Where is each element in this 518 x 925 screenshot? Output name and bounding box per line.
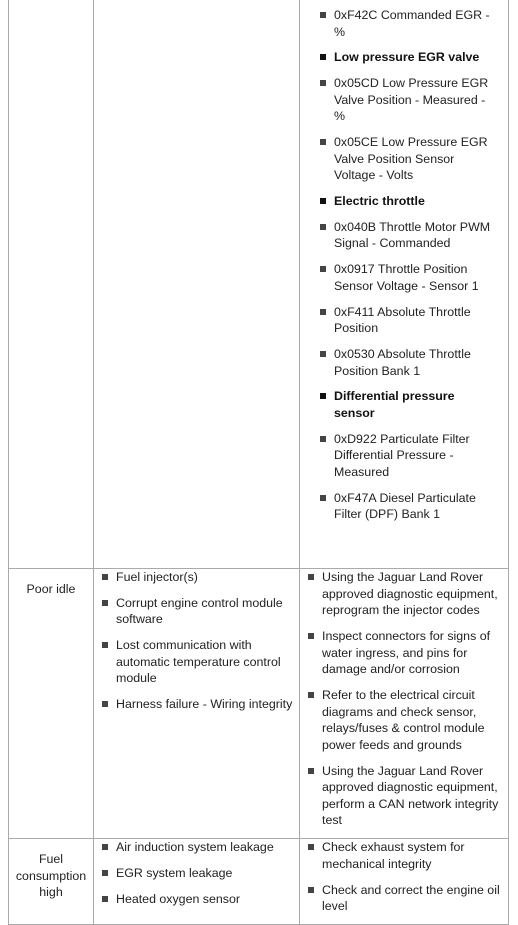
causes-cell: [94, 839, 300, 925]
list-item: Check and correct the engine oil level: [300, 882, 508, 915]
section-heading: Low pressure EGR valve: [314, 49, 498, 66]
list-item: Air induction system leakage: [94, 839, 299, 856]
condition-cell: Fuel consumption high: [9, 839, 94, 925]
list-item: 0x040B Throttle Motor PWM Signal - Commanded: [314, 219, 498, 252]
list-item: 0x05CE Low Pressure EGR Valve Position Sensor Voltage - Volts: [314, 134, 498, 184]
list-item: Fuel injector(s): [94, 569, 299, 586]
actions-list: [314, 7, 498, 523]
list-item: Lost communication with automatic temperature control module: [94, 637, 299, 687]
symptom-chart-table: [8, 0, 509, 925]
list-item: 0x0530 Absolute Throttle Position Bank 1: [314, 346, 498, 379]
list-item: EGR system leakage: [94, 865, 299, 882]
section-heading: Electric throttle: [314, 193, 498, 210]
list-item: Check exhaust system for mechanical integrity: [300, 839, 508, 872]
table-row: [9, 0, 509, 569]
list-item: Corrupt engine control module software: [94, 595, 299, 628]
list-item: 0xF411 Absolute Throttle Position: [314, 304, 498, 337]
list-item: Inspect connectors for signs of water ingress, and pins for damage and/or corrosion: [300, 628, 508, 678]
condition-cell: [9, 0, 94, 569]
list-item: 0x0917 Throttle Position Sensor Voltage - Sensor 1: [314, 261, 498, 294]
causes-cell: [94, 0, 300, 569]
list-item: 0xF42C Commanded EGR - %: [314, 7, 498, 40]
list-item: Heated oxygen sensor: [94, 891, 299, 908]
causes-list: [94, 839, 299, 907]
causes-cell: [94, 569, 300, 839]
causes-list: [94, 569, 299, 713]
table-row: [9, 569, 509, 839]
list-item: Refer to the electrical circuit diagrams and check sensor, relays/fuses & control module power feeds and grounds: [300, 687, 508, 753]
list-item: Using the Jaguar Land Rover approved diagnostic equipment, reprogram the injector codes: [300, 569, 508, 619]
list-item: Using the Jaguar Land Rover approved diagnostic equipment, perform a CAN network integrity test: [300, 763, 508, 829]
condition-cell: Poor idle: [9, 569, 94, 839]
table-row: [9, 839, 509, 925]
actions-list: [300, 569, 508, 829]
actions-cell: [300, 0, 509, 569]
list-item: 0xD922 Particulate Filter Differential Pressure - Measured: [314, 431, 498, 481]
list-item: 0x05CD Low Pressure EGR Valve Position - Measured - %: [314, 75, 498, 125]
section-heading: Differential pressure sensor: [314, 388, 498, 421]
actions-cell: [300, 839, 509, 925]
actions-cell: [300, 569, 509, 839]
list-item: Harness failure - Wiring integrity: [94, 696, 299, 713]
actions-list: [300, 839, 508, 915]
list-item: 0xF47A Diesel Particulate Filter (DPF) Bank 1: [314, 490, 498, 523]
